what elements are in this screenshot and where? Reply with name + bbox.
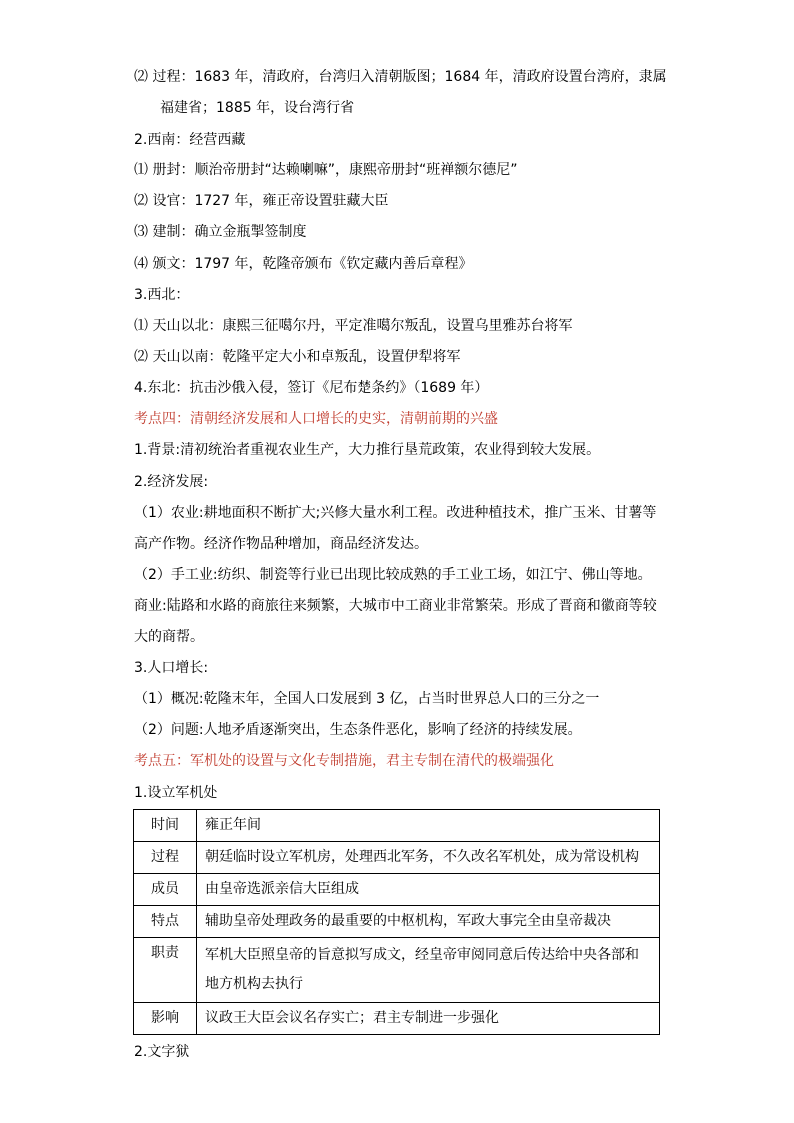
table-row-label: 职责	[134, 938, 197, 1003]
text-line: 4.东北：抗击沙俄入侵，签订《尼布楚条约》（1689 年）	[134, 380, 489, 396]
table-row-content: 朝廷临时设立军机房，处理西北军务，不久改名军机处，成为常设机构	[197, 842, 660, 874]
text-line: ⑷ 颁文：1797 年，乾隆帝颁布《钦定藏内善后章程》	[134, 256, 473, 272]
section-heading: 2.西南：经营西藏	[134, 132, 246, 148]
text-line: 高产作物。经济作物品种增加，商品经济发达。	[134, 536, 428, 552]
text-line: 1.背景:清初统治者重视农业生产，大力推行垦荒政策，农业得到较大发展。	[134, 442, 601, 458]
table-row	[134, 938, 660, 1003]
table-row-content: 军机大臣照皇帝的旨意拟写成文，经皇帝审阅同意后传达给中央各部和地方机构去执行	[197, 938, 660, 1003]
section-heading: 2.文字狱	[134, 1044, 190, 1060]
table-row	[134, 874, 660, 906]
text-line: 大的商帮。	[134, 629, 204, 645]
table-row-label: 影响	[134, 1003, 197, 1035]
section-heading: 1.设立军机处	[134, 785, 218, 801]
table-row-content: 辅助皇帝处理政务的最重要的中枢机构，军政大事完全由皇帝裁决	[197, 906, 660, 938]
exam-point-heading: 考点五：军机处的设置与文化专制措施，君主专制在清代的极端强化	[134, 753, 554, 769]
text-line: ⑵ 设官：1727 年，雍正帝设置驻藏大臣	[134, 193, 389, 209]
section-heading: 2.经济发展:	[134, 474, 209, 490]
table-row	[134, 842, 660, 874]
text-line: ⑴ 天山以北：康熙三征噶尔丹，平定准噶尔叛乱，设置乌里雅苏台将军	[134, 318, 573, 334]
section-heading: 3.人口增长:	[134, 660, 209, 676]
grand-council-table	[133, 809, 660, 1035]
table-row-content: 由皇帝选派亲信大臣组成	[197, 874, 660, 906]
text-line: ⑵ 过程：1683 年，清政府，台湾归入清朝版图；1684 年，清政府设置台湾府，隶属	[134, 69, 667, 85]
table-row-label: 时间	[134, 810, 197, 842]
text-line: ⑴ 册封：顺治帝册封“达赖喇嘛”，康熙帝册封“班禅额尔德尼”	[134, 162, 518, 178]
text-line: （1）农业:耕地面积不断扩大;兴修大量水利工程。改进种植技术，推广玉米、甘薯等	[134, 505, 657, 521]
text-line: ⑶ 建制：确立金瓶掣签制度	[134, 224, 307, 240]
section-heading: 3.西北：	[134, 287, 190, 303]
table-row-label: 特点	[134, 906, 197, 938]
text-line: （2）手工业:纺织、制瓷等行业已出现比较成熟的手工业工场，如江宁、佛山等地。	[134, 567, 652, 583]
table-row	[134, 1003, 660, 1035]
text-line: 商业:陆路和水路的商旅往来频繁，大城市中工商业非常繁荣。形成了晋商和徽商等较	[134, 598, 657, 614]
text-line: 福建省；1885 年，设台湾行省	[160, 100, 355, 116]
table-row	[134, 810, 660, 842]
table-row-content: 议政王大臣会议名存实亡；君主专制进一步强化	[197, 1003, 660, 1035]
table-row	[134, 906, 660, 938]
table-row-label: 过程	[134, 842, 197, 874]
exam-point-heading: 考点四：清朝经济发展和人口增长的史实，清朝前期的兴盛	[134, 411, 498, 427]
table-row-label: 成员	[134, 874, 197, 906]
text-line: （2）问题:人地矛盾逐渐突出，生态条件恶化，影响了经济的持续发展。	[134, 722, 582, 738]
table-row-content: 雍正年间	[197, 810, 660, 842]
text-line: ⑵ 天山以南：乾隆平定大小和卓叛乱，设置伊犁将军	[134, 349, 461, 365]
text-line: （1）概况:乾隆末年，全国人口发展到 3 亿，占当时世界总人口的三分之一	[134, 691, 600, 707]
